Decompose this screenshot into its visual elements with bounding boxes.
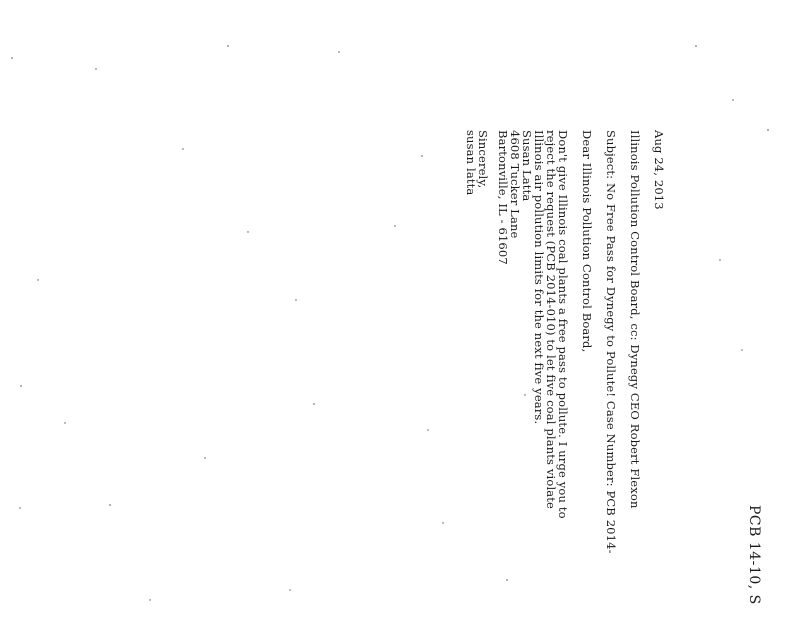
letter-body <box>465 130 665 610</box>
letter-salutation: Dear Illinois Pollution Control Board, <box>580 130 594 353</box>
letter-body-line: Don't give Illinois coal plants a free pass to pollute. I urge you to <box>556 130 570 519</box>
letter-date: Aug 24, 2013 <box>652 130 666 210</box>
sender-city: Bartonville, IL - 61607 <box>496 130 510 265</box>
letter-recipient: Illinois Pollution Control Board, cc: Dynegy CEO Robert Flexon <box>628 130 642 509</box>
letter-closing: Sincerely, <box>476 130 490 189</box>
docket-stamp: PCB 14-10, S <box>746 505 762 605</box>
letter-signature: susan latta <box>464 130 478 196</box>
letter-body-line: Illinois air pollution limits for the next five years. <box>532 130 546 425</box>
letter-subject: Subject: No Free Pass for Dynegy to Pollute! Case Number: PCB 2014- <box>604 130 618 554</box>
letter-body-line: reject the request (PCB 2014-010) to let five coal plants violate <box>544 130 558 510</box>
sender-name: Susan Latta <box>520 130 534 202</box>
sender-street: 4608 Tucker Lane <box>508 130 522 239</box>
